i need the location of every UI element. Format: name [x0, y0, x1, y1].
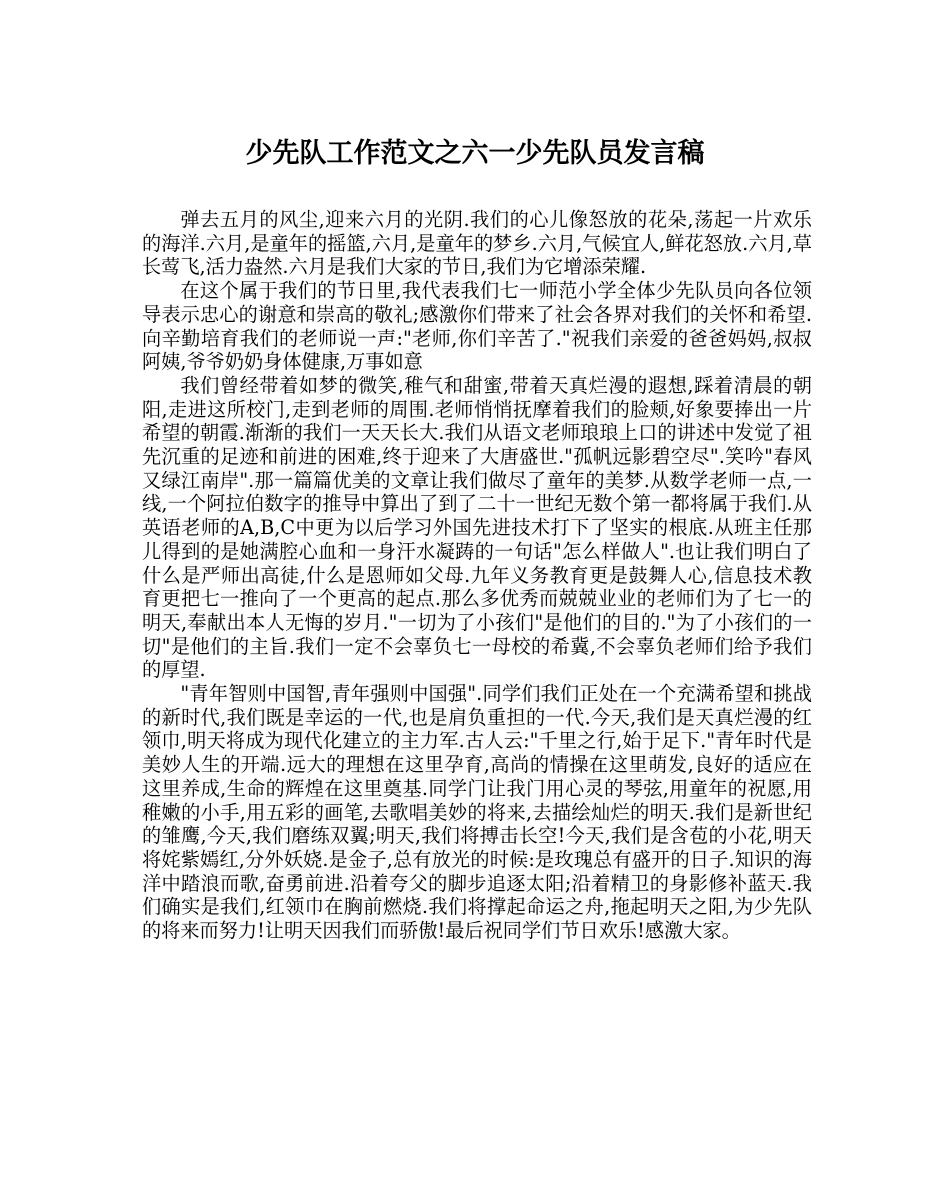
paragraph-2: 在这个属于我们的节日里,我代表我们七一师范小学全体少先队员向各位领导表示忠心的谢意和崇高的敬礼;感激你们带来了社会各界对我们的关怀和希望.向辛勤培育我们的老师说一声:"老师,你们辛苦了."祝我们亲爱的爸爸妈妈,叔叔阿姨,爷爷奶奶身体健康,万事如意 [142, 279, 812, 374]
document-title: 少先队工作范文之六一少先队员发言稿 [245, 138, 705, 169]
paragraph-1: 弹去五月的风尘,迎来六月的光阴.我们的心儿像怒放的花朵,荡起一片欢乐的海洋.六月,是童年的摇篮,六月,是童年的梦乡.六月,气候宜人,鲜花怒放.六月,草长莺飞,活力盎然.六月是我们大家的节日,我们为它增添荣耀. [142, 208, 812, 279]
paragraph-4: "青年智则中国智,青年强则中国强".同学们我们正处在一个充满希望和挑战的新时代,我们既是幸运的一代,也是肩负重担的一代.今天,我们是天真烂漫的红领巾,明天将成为现代化建立的主力军.古人云:"千里之行,始于足下."青年时代是美妙人生的开端.远大的理想在这里孕育,高尚的情操在这里萌发,良好的适应在这里养成,生命的辉煌在这里奠基.同学门让我门用心灵的琴弦,用童年的祝愿,用稚嫩的小手,用五彩的画笔,去歌唱美妙的将来,去描绘灿烂的明天.我们是新世纪的雏鹰,今天,我们磨练双翼;明天,我们将搏击长空!今天,我们是含苞的小花,明天将姹紫嫣红,分外妖娆.是金子,总有放光的时候:是玫瑰总有盛开的日子.知识的海洋中踏浪而歌,奋勇前进.沿着夸父的脚步追逐太阳;沿着精卫的身影修补蓝天.我们确实是我们,红领巾在胸前燃烧.我们将撑起命运之舟,拖起明天之阳,为少先队的将来而努力!让明天因我们而骄傲!最后祝同学们节日欢乐!感激大家。 [142, 682, 812, 943]
paragraph-3: 我们曾经带着如梦的微笑,稚气和甜蜜,带着天真烂漫的遐想,踩着清晨的朝阳,走进这所校门,走到老师的周围.老师悄悄抚摩着我们的脸颊,好象要捧出一片希望的朝霞.渐渐的我们一天天长大.我们从语文老师琅琅上口的讲述中发觉了祖先沉重的足迹和前进的困难,终于迎来了大唐盛世."孤帆远影碧空尽".笑吟"春风又绿江南岸".那一篇篇优美的文章让我们做尽了童年的美梦.从数学老师一点,一线,一个阿拉伯数字的推导中算出了到了二十一世纪无数个第一都将属于我们.从英语老师的A,B,C中更为以后学习外国先进技术打下了坚实的根底.从班主任那儿得到的是她满腔心血和一身汗水凝踌的一句话"怎么样做人".也让我们明白了什么是严师出高徒,什么是恩师如父母.九年义务教育更是鼓舞人心,信息技术教育更把七一推向了一个更高的起点.那么多优秀而兢兢业业的老师们为了七一的明天,奉献出本人无悔的岁月."一切为了小孩们"是他们的目的."为了小孩们的一切"是他们的主旨.我们一定不会辜负七一母校的希冀,不会辜负老师们给予我们的厚望. [142, 373, 812, 682]
document-body [142, 208, 812, 943]
